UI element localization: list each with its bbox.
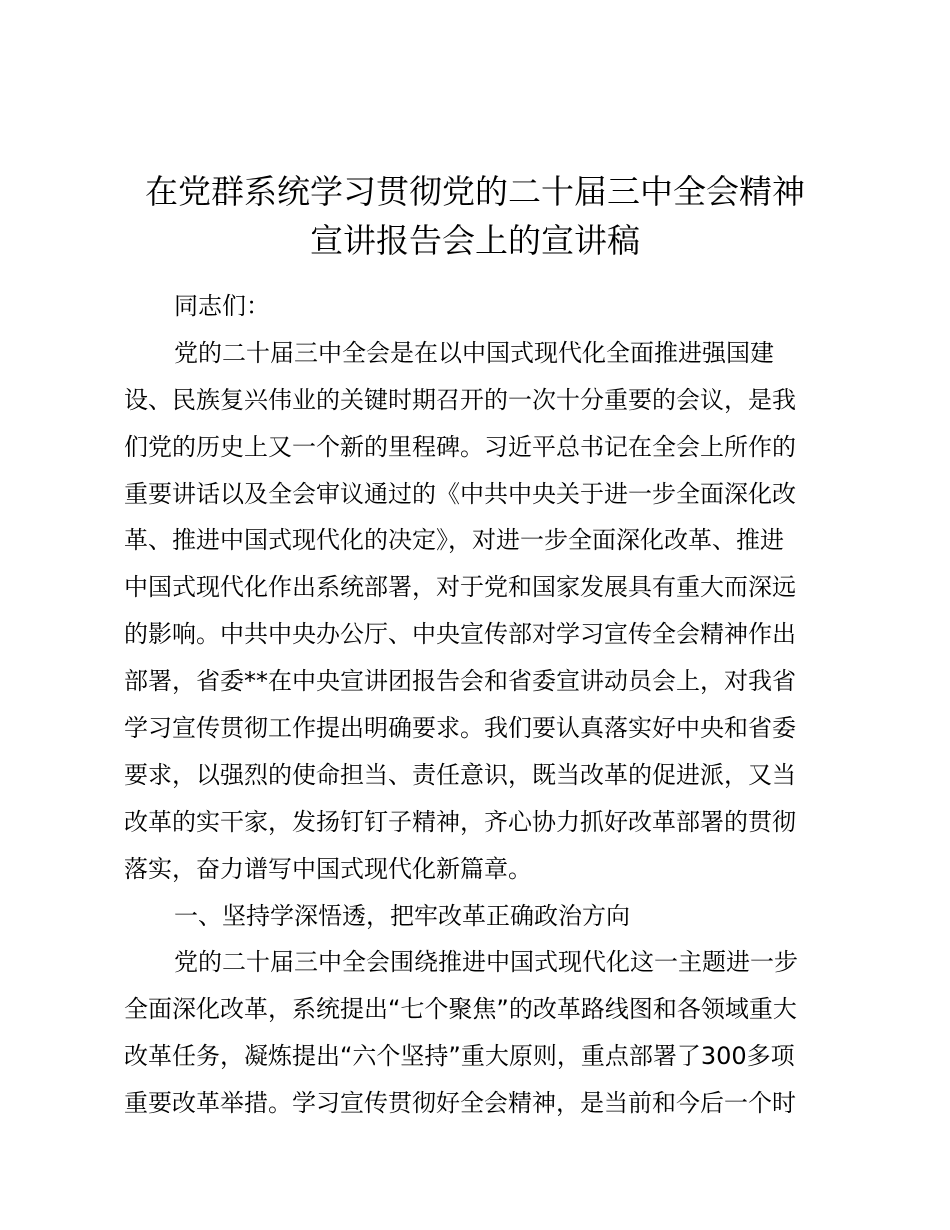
paragraph-line: 改革任务，凝炼提出“六个坚持”重大原则，重点部署了300多项: [124, 1042, 795, 1071]
paragraph-line: 重要改革举措。学习宣传贯彻好全会精神，是当前和今后一个时: [124, 1089, 796, 1118]
paragraph-line: 党的二十届三中全会是在以中国式现代化全面推进强国建: [174, 338, 774, 367]
paragraph-line: 部署，省委**在中央宣讲团报告会和省委宣讲动员会上，对我省: [124, 667, 796, 696]
document-title-line-2: 宣讲报告会上的宣讲稿: [310, 221, 640, 260]
paragraph-1: [124, 330, 834, 893]
paragraph-line: 落实，奋力谱写中国式现代化新篇章。: [124, 854, 532, 883]
paragraph-line: 学习宣传贯彻工作提出明确要求。我们要认真落实好中央和省委: [124, 714, 796, 743]
section-heading: 一、坚持学深悟透，把牢改革正确政治方向: [174, 901, 630, 930]
paragraph-line: 要求，以强烈的使命担当、责任意识，既当改革的促进派，又当: [124, 760, 796, 789]
paragraph-line: 革、推进中国式现代化的决定》，对进一步全面深化改革、推进: [124, 526, 784, 555]
paragraph-line: 设、民族复兴伟业的关键时期召开的一次十分重要的会议，是我: [124, 385, 796, 414]
paragraph-line: 中国式现代化作出系统部署，对于党和国家发展具有重大而深远: [124, 573, 796, 602]
paragraph-line: 改革的实干家，发扬钉钉子精神，齐心协力抓好改革部署的贯彻: [124, 807, 796, 836]
salutation: 同志们：: [174, 292, 270, 320]
paragraph-line: 的影响。中共中央办公厅、中央宣传部对学习宣传全会精神作出: [124, 620, 796, 649]
paragraph-line: 重要讲话以及全会审议通过的《中共中央关于进一步全面深化改: [124, 479, 796, 508]
paragraph-line: 们党的历史上又一个新的里程碑。习近平总书记在全会上所作的: [124, 432, 796, 461]
document-title-line-1: 在党群系统学习贯彻党的二十届三中全会精神: [145, 172, 805, 211]
paragraph-line: 全面深化改革，系统提出“七个聚焦”的改革路线图和各领域重大: [124, 995, 797, 1024]
document-body: [124, 283, 834, 1127]
paragraph-line: 党的二十届三中全会围绕推进中国式现代化这一主题进一步: [174, 948, 798, 977]
paragraph-2: [124, 939, 834, 1127]
